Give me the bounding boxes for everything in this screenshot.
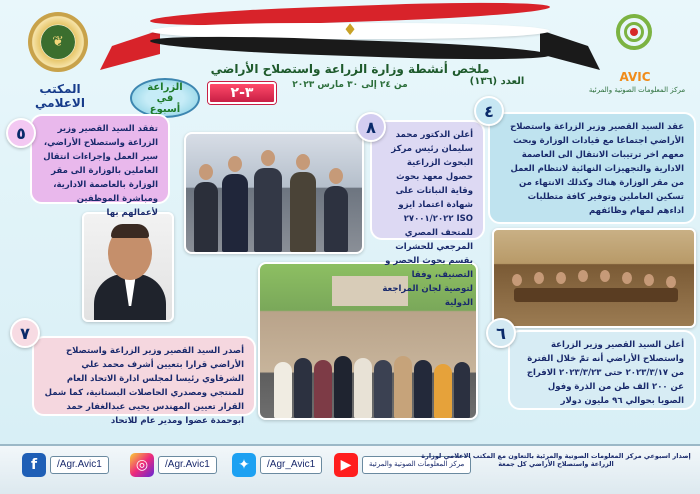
news-item-8-text: أعلن الدكتور محمد سليمان رئيس مركز البحوث الزراعية حصول معهد بحوث وقاية النباتات على شهادة اعتماد ايزو ISO ٢٧٠٠١/٢٠٢٢ للمتحف المصري المرجعي للحشرات بقسم بحوث الحصر و التصنيف، وفقا لتوصية لجان المراجعة الدولية bbox=[382, 130, 473, 308]
news-item-4-text: عقد السيد القصير وزير الزراعة واستصلاح الأراضي اجتماعا مع قيادات الوزارة وبحث معهم اخر ترتيبات الانتقال الى العاصمة الادارية والتجهيزات النهائية لانتظام العمل من مقر الوزارة هناك وكذلك الانتهاء من تسكين العاملين وتوفير كافة متطلبات اداءهم لمهام وظائفهم bbox=[510, 122, 684, 216]
footer-note: إصدار اسبوعي مركز المعلومات الصوتية والمرئية بالتعاون مع المكتب الاعلامي لوزارة الزراعة واستصلاح الأراضي كل جمعة bbox=[421, 452, 691, 468]
news-item-4 bbox=[488, 112, 696, 224]
ministry-logo bbox=[28, 12, 88, 72]
youtube-icon: ▶ bbox=[334, 453, 358, 477]
avic-logo bbox=[604, 14, 664, 70]
twitter-handle: /Agr_Avic1 bbox=[260, 456, 322, 474]
header bbox=[0, 0, 700, 115]
news-item-7-number: ٧ bbox=[10, 318, 40, 348]
news-item-5-text: تفقد السيد القصير وزير الزراعة واستصلاح الأراضي، سير العمل وإجراءات انتقال العاملين بالوزارة الى مقر الوزارة بالعاصمة الادارية، ومباشرة الموظفين لأعمالهم بها bbox=[43, 124, 158, 218]
news-item-6-number: ٦ bbox=[486, 318, 516, 348]
news-item-6 bbox=[508, 330, 696, 410]
page-title: ملخص أنشطة وزارة الزراعة واستصلاح الأراضي bbox=[210, 62, 490, 76]
instagram-handle: /Agr.Avic1 bbox=[158, 456, 217, 474]
avic-name: AVIC bbox=[619, 70, 651, 84]
news-item-4-number: ٤ bbox=[474, 96, 504, 126]
youtube-channel: مركز المعلومات الصوتية والمرئية bbox=[362, 456, 471, 474]
news-item-8 bbox=[370, 120, 485, 308]
news-item-7-text: أصدر السيد القصير وزير الزراعة واستصلاح الأراضي قرارا بتعيين أشرف محمد علي الشرقاوي رئيسا لمجلس ادارة الاتحاد العام للمنتجي ومصدري الحاصلات البستانية، كما شمل القرار تعيين المهندس يحيى عبدالغفار حمد ابوحمدة عضوا ومدير عام للاتحاد bbox=[44, 346, 244, 426]
instagram-icon: ◎ bbox=[130, 453, 154, 477]
photo-official-portrait bbox=[82, 212, 174, 322]
facebook-handle: /Agr.Avic1 bbox=[50, 456, 109, 474]
eagle-icon: ♦ bbox=[342, 20, 358, 39]
egypt-flag-banner bbox=[150, 6, 550, 62]
photo-meeting-room bbox=[492, 228, 696, 328]
office-label: المكتب الاعلامي bbox=[35, 82, 85, 110]
news-item-5-number: ٥ bbox=[6, 118, 36, 148]
twitter-icon: ✦ bbox=[232, 453, 256, 477]
edition-number-badge: ٣-٢ bbox=[208, 82, 276, 104]
facebook-icon: f bbox=[22, 453, 46, 477]
instagram-link[interactable] bbox=[130, 452, 217, 478]
twitter-link[interactable] bbox=[232, 452, 322, 478]
news-item-6-text: أعلن السيد القصير وزير الزراعة واستصلاح الأراضي أنه تمّ خلال الفترة من ٢٠٢٣/٣/١٧ حتى ٢٠٢٣/٣/٢٣ الافراج عن ٢٠٠ الف طن من الذرة وفول الصويا بحوالي ٩٦ مليون دولار bbox=[526, 340, 684, 406]
agriculture-week-badge: الزراعة في أسبوع bbox=[130, 78, 200, 118]
avic-subtitle: مركز المعلومات الصوتية والمرئية bbox=[588, 86, 686, 94]
news-item-5 bbox=[30, 114, 170, 218]
photo-minister-tour bbox=[184, 132, 364, 254]
issue-number: العدد (١٣٦) bbox=[469, 76, 525, 87]
ministry-emblem-icon: ❦ bbox=[41, 25, 75, 59]
date-range: من ٢٤ إلى ٣٠ مارس ٢٠٢٣ bbox=[292, 80, 408, 90]
news-item-8-number: ٨ bbox=[356, 112, 386, 142]
news-item-7 bbox=[32, 336, 256, 426]
facebook-link[interactable] bbox=[22, 452, 109, 478]
